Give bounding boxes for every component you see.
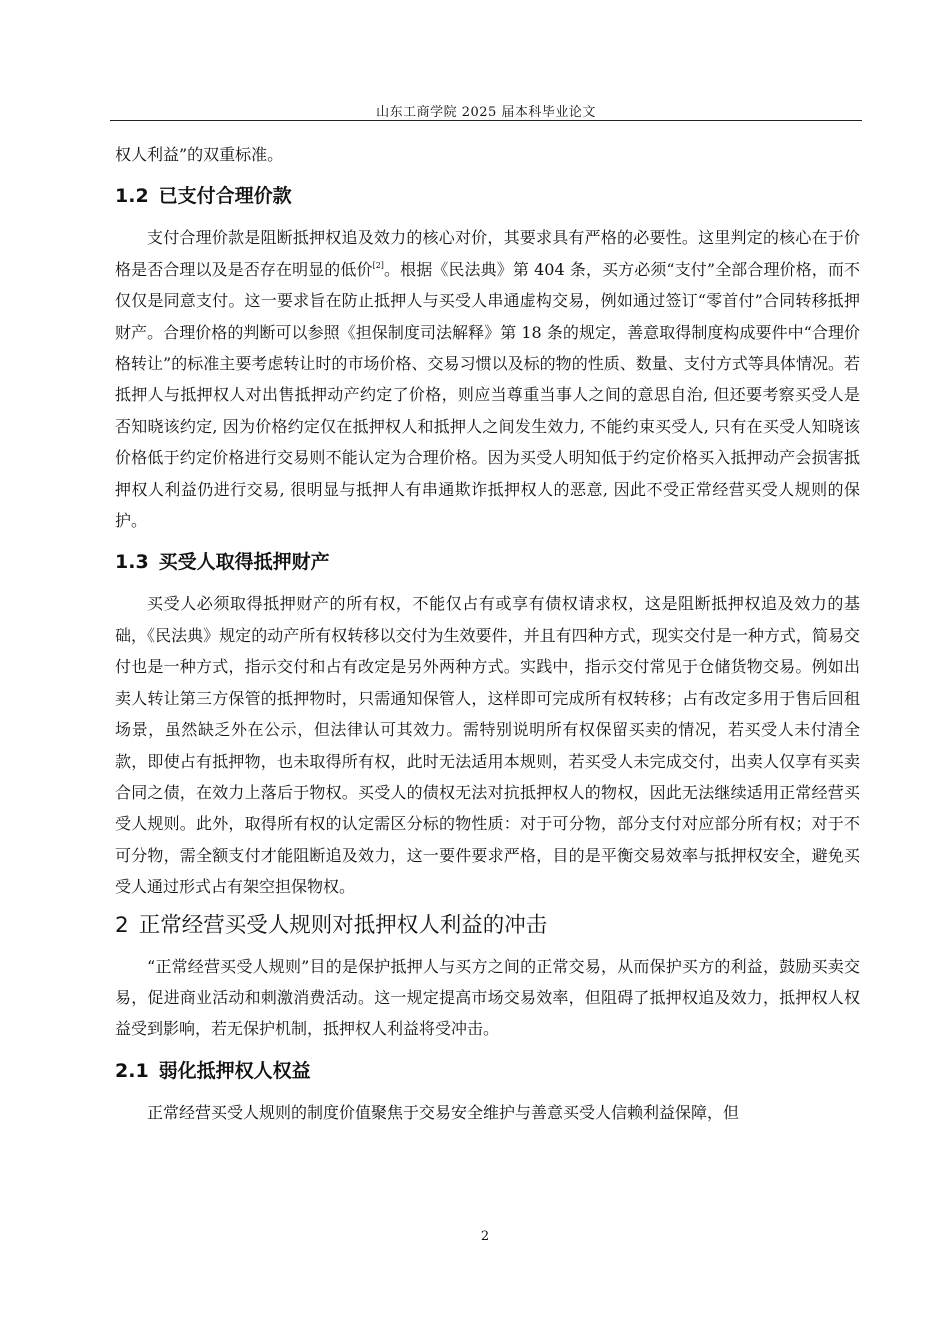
running-header: 山东工商学院 2025 届本科毕业论文 — [376, 105, 596, 120]
paragraph-acquire-property: 买受人必须取得抵押财产的所有权，不能仅占有或享有债权请求权，这是阻断抵押权追及效力的基础，《民法典》规定的动产所有权转移以交付为生效要件，并且有四种方式，现实交付是一种方式，简易交付也是一种方式，指示交付和占有改定是另外两种方式。实践中，指示交付常见于仓储货物交易。例如出卖人转让第三方保管的抵押物时，只需通知保管人，这样即可完成所有权转移；占有改定多用于售后回租场景，虽然缺乏外在公示，但法律认可其效力。需特别说明所有权保留买卖的情况，若买受人未付清全款，即使占有抵押物，也未取得所有权，此时无法适用本规则，若买受人未完成交付，出卖人仅享有买卖合同之债，在效力上落后于物权。买受人的债权无法对抗抵押权人的物权，因此无法继续适用正常经营买受人规则。此外，取得所有权的认定需区分标的物性质：对于可分物，部分支付对应部分所有权；对于不可分物，需全额支付才能阻断追及效力，这一要件要求严格，目的是平衡交易效率与抵押权安全，避免买受人通过形式占有架空担保物权。 — [115, 594, 860, 897]
section-heading-1-3 — [115, 550, 860, 574]
paragraph-rule-impact: “正常经营买受人规则”目的是保护抵押人与买方之间的正常交易，从而保护买方的利益，鼓励买卖交易，促进商业活动和刺激消费活动。这一规定提高市场交易效率，但阻碍了抵押权追及效力，抵押权人权益受到影响，若无保护机制，抵押权人利益将受冲击。 — [115, 956, 860, 1039]
page-number: 2 — [480, 1229, 490, 1244]
section-heading-1-2 — [115, 184, 860, 208]
paragraph-weaken-rights: 正常经营买受人规则的制度价值聚焦于交易安全维护与善意买受人信赖利益保障，但 — [147, 1102, 740, 1122]
paragraph-text: 。根据《民法典》第 404 条，买方必须“支付”全部合理价格，而不仅仅是同意支付。这一要求旨在防止抵押人与买受人串通虚构交易，例如通过签订“零首付”合同转移抵押财产。合理价格的判断可以参照《担保制度司法解释》第 18 条的规定，善意取得制度构成要件中“合理价格转让”的标准主要考虑转让时的市场价格、交易习惯以及标的物的性质、数量、支付方式等具体情况。若抵押人与抵押权人对出售抵押动产约定了价格，则应当尊重当事人之间的意思自治, 但还要考察买受人是否知晓该约定, 因为价格约定仅在抵押权人和抵押人之间发生效力, 不能约束买受人, 只有在买受人知晓该价格低于约定价格进行交易则不能认定为合理价格。因为买受人明知低于约定价格买入抵押动产会损害抵押权人利益仍进行交易, 很明显与抵押人有串通欺诈抵押权人的恶意, 因此不受正常经营买受人规则的保护。 — [115, 259, 860, 531]
section-heading-2-1 — [115, 1059, 860, 1083]
citation-ref: [2] — [372, 260, 384, 270]
document-body — [115, 139, 860, 1128]
section-title: 已支付合理价款 — [158, 185, 292, 208]
paragraph-reasonable-price — [115, 222, 860, 536]
paragraph-text: 支付合理价款是阻断抵押权追及效力的核心对价，其要求具有严格的必要性。这里判定的核心在于价格是否合理以及是否存在明显的低价 — [115, 228, 860, 279]
section-number: 1.2 — [115, 185, 149, 208]
section-number: 2.1 — [115, 1059, 149, 1082]
section-number: 1.3 — [115, 551, 149, 574]
chapter-title: 正常经营买受人规则对抵押权人利益的冲击 — [138, 912, 548, 938]
header-rule — [110, 120, 862, 121]
chapter-number: 2 — [115, 912, 129, 938]
chapter-heading-2 — [115, 913, 860, 939]
section-title: 弱化抵押权人权益 — [158, 1059, 311, 1082]
paragraph-continuation: 权人利益”的双重标准。 — [115, 145, 284, 164]
section-title: 买受人取得抵押财产 — [158, 551, 330, 574]
